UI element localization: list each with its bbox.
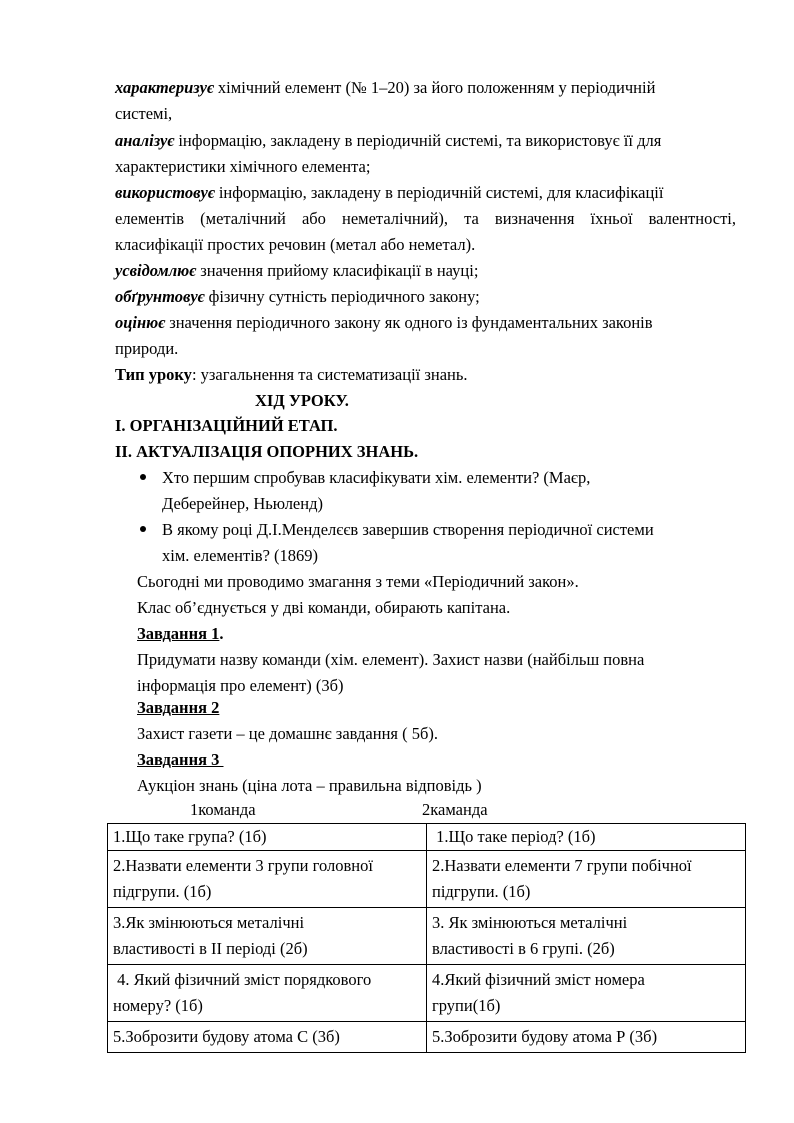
table-row xyxy=(108,851,746,908)
bullet-1-marker xyxy=(140,474,146,480)
table-cell-right: 3. Як змінюються металічні властивості в 6 групі. (2б) xyxy=(427,908,746,965)
stage-2-heading: ІІ. АКТУАЛІЗАЦІЯ ОПОРНИХ ЗНАНЬ. xyxy=(115,442,419,461)
bullet-2-line-2: хім. елементів? (1869) xyxy=(162,546,319,565)
team-2-label: 2каманда xyxy=(422,800,488,819)
objective-3-line-3: класифікації простих речовин (метал або неметал). xyxy=(115,235,476,254)
table-cell-left: 5.Зоброзити будову атома С (3б) xyxy=(108,1022,427,1053)
lesson-type xyxy=(115,365,468,385)
lesson-heading: ХІД УРОКУ. xyxy=(255,391,349,410)
lesson-type-value: : узагальнення та систематизації знань. xyxy=(191,365,468,384)
table-cell-left: 4. Який фізичний зміст порядкового номеру? (1б) xyxy=(108,965,427,1022)
table-row xyxy=(108,1022,746,1053)
table-cell-right: 5.Зоброзити будову атома Р (3б) xyxy=(427,1022,746,1053)
objective-2-text: інформацію, закладену в періодичній системі, та використовує її для xyxy=(174,131,662,150)
intro-line-1: Сьогодні ми проводимо змагання з теми «Періодичний закон». xyxy=(137,572,579,591)
objective-4-text: значення прийому класифікації в науці; xyxy=(196,261,479,280)
objective-2-verb: аналізує xyxy=(115,131,175,150)
table-cell-right: 4.Який фізичний зміст номера групи(1б) xyxy=(427,965,746,1022)
table-row xyxy=(108,824,746,851)
objective-1-verb: характеризує xyxy=(115,78,214,97)
team-1-label: 1команда xyxy=(190,800,256,819)
objective-1-text: хімічний елемент (№ 1–20) за його положенням у періодичній xyxy=(213,78,656,97)
task-2-line-1: Захист газети – це домашнє завдання ( 5б). xyxy=(137,724,439,743)
objective-3-line-2: елементів (металічний або неметалічний), та визначення їхньої валентності, xyxy=(115,209,736,228)
objective-1-line-2: системі, xyxy=(115,104,173,123)
task-1-title xyxy=(137,624,224,644)
auction-table xyxy=(107,823,746,1053)
task-3-line-1: Аукціон знань (ціна лота – правильна відповідь ) xyxy=(137,776,482,795)
objective-2-line-1 xyxy=(115,131,661,151)
intro-line-2: Клас об’єднується у дві команди, обирають капітана. xyxy=(137,598,511,617)
task-3-title: Завдання 3 xyxy=(137,750,224,769)
objective-6-verb: оцінює xyxy=(115,313,166,332)
objective-4-line-1 xyxy=(115,261,478,281)
objective-4-verb: усвідомлює xyxy=(115,261,197,280)
task-1-line-1: Придумати назву команди (хім. елемент). Захист назви (найбільш повна xyxy=(137,650,645,669)
bullet-1-line-2: Деберейнер, Ньюленд) xyxy=(162,494,323,513)
objective-3-verb: використовує xyxy=(115,183,215,202)
task-1-title-text: Завдання 1 xyxy=(137,624,220,643)
table-cell-left: 3.Як змінюються металічні властивості в ІІ періоді (2б) xyxy=(108,908,427,965)
objective-5-line-1 xyxy=(115,287,480,307)
objective-3-text: інформацію, закладену в періодичній системі, для класифікації xyxy=(214,183,664,202)
objective-2-line-2: характеристики хімічного елемента; xyxy=(115,157,371,176)
table-cell-left: 1.Що таке група? (1б) xyxy=(108,824,427,851)
stage-1-heading: І. ОРГАНІЗАЦІЙНИЙ ЕТАП. xyxy=(115,416,338,435)
objective-5-text: фізичну сутність періодичного закону; xyxy=(204,287,480,306)
objective-1-line-1 xyxy=(115,78,655,98)
table-row xyxy=(108,965,746,1022)
table-cell-left: 2.Назвати елементи 3 групи головної підгрупи. (1б) xyxy=(108,851,427,908)
task-1-line-2: інформація про елемент) (3б) xyxy=(137,676,344,695)
objective-6-line-1 xyxy=(115,313,653,333)
task-1-title-suffix: . xyxy=(219,624,224,643)
bullet-2-line-1: В якому році Д.І.Менделєєв завершив створення періодичної системи xyxy=(162,520,654,539)
bullet-2-marker xyxy=(140,526,146,532)
objective-6-text: значення періодичного закону як одного із фундаментальних законів xyxy=(165,313,653,332)
objective-5-verb: обґрунтовує xyxy=(115,287,205,306)
lesson-type-label: Тип уроку xyxy=(115,365,192,384)
objective-3-line-1 xyxy=(115,183,663,203)
task-2-title: Завдання 2 xyxy=(137,698,220,717)
table-cell-right: 2.Назвати елементи 7 групи побічної підгрупи. (1б) xyxy=(427,851,746,908)
table-cell-right: 1.Що таке період? (1б) xyxy=(427,824,746,851)
bullet-1-line-1: Хто першим спробував класифікувати хім. елементи? (Маєр, xyxy=(162,468,591,487)
table-row xyxy=(108,908,746,965)
objective-6-line-2: природи. xyxy=(115,339,179,358)
